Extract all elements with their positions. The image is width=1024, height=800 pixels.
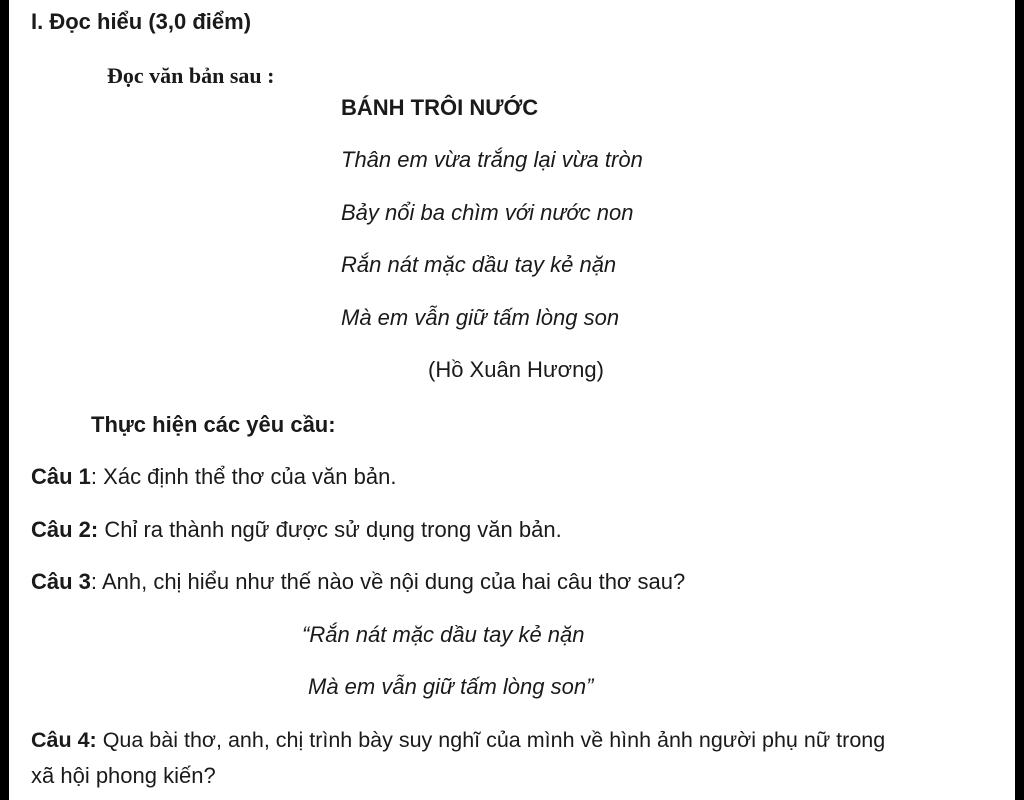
poem-author: (Hồ Xuân Hương): [428, 357, 604, 382]
reading-instruction: Đọc văn bản sau :: [107, 63, 275, 88]
poem-line-4: Mà em vẫn giữ tấm lòng son: [341, 305, 620, 330]
tasks-heading: Thực hiện các yêu cầu:: [91, 412, 336, 437]
poem-line-2: Bảy nổi ba chìm với nước non: [341, 200, 634, 225]
question-1-separator: :: [90, 464, 98, 489]
poem-title: BÁNH TRÔI NƯỚC: [341, 95, 539, 120]
question-3-separator: :: [90, 569, 98, 594]
question-3-text: Anh, chị hiểu như thế nào về nội dung của hai câu thơ sau?: [97, 569, 686, 594]
question-2-text: Chỉ ra thành ngữ được sử dụng trong văn bản.: [98, 517, 562, 542]
document-page: [9, 0, 1015, 800]
poem-line-3: Rắn nát mặc dầu tay kẻ nặn: [341, 252, 617, 277]
question-1-label: Câu 1: [31, 464, 91, 489]
question-3: [31, 568, 685, 596]
section-heading: I. Đọc hiểu (3,0 điểm): [31, 9, 252, 34]
question-4-continuation: xã hội phong kiến?: [31, 763, 216, 788]
quote-line-2: Mà em vẫn giữ tấm lòng son”: [308, 674, 594, 699]
question-4: [31, 726, 885, 754]
question-2: [31, 516, 562, 544]
question-1-text: Xác định thể thơ của văn bản.: [97, 464, 397, 489]
poem-line-1: Thân em vừa trắng lại vừa tròn: [341, 147, 643, 172]
question-3-label: Câu 3: [31, 569, 91, 594]
question-4-text: Qua bài thơ, anh, chị trình bày suy nghĩ của mình về hình ảnh người phụ nữ trong: [96, 728, 886, 752]
question-4-label: Câu 4:: [31, 728, 97, 752]
question-2-label: Câu 2:: [31, 517, 99, 542]
question-1: [31, 463, 396, 491]
quote-line-1: “Rắn nát mặc dầu tay kẻ nặn: [302, 622, 585, 647]
